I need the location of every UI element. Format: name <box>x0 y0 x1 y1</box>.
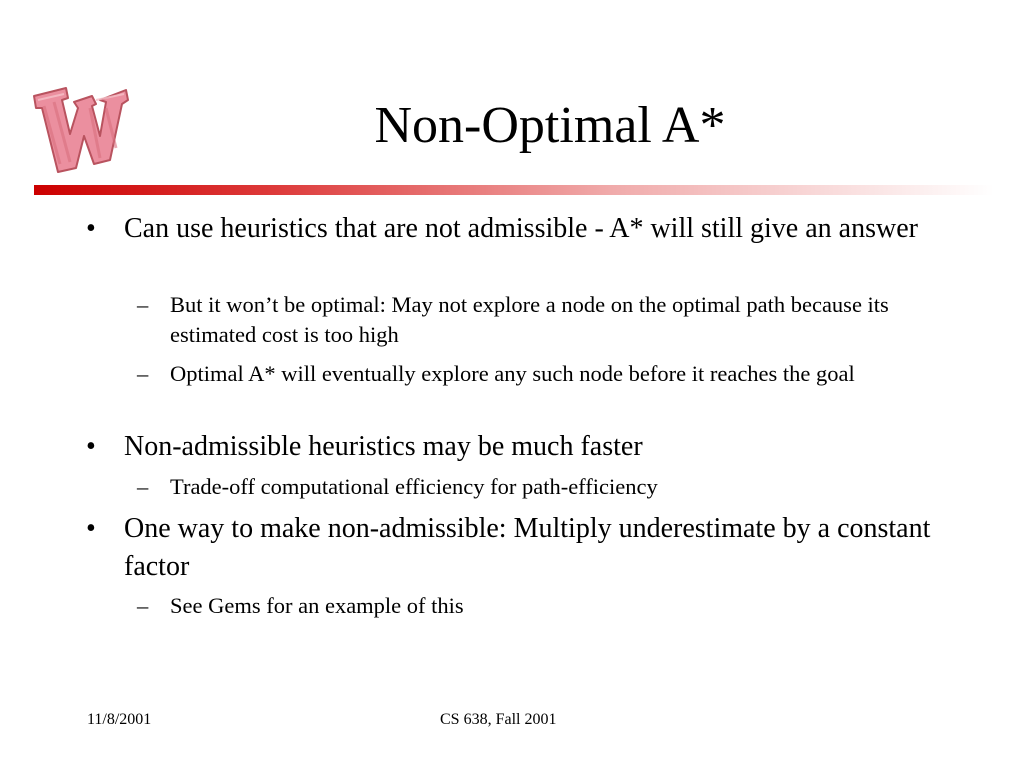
sub-bullet-text: See Gems for an example of this <box>170 593 464 618</box>
sub-bullet-text: Optimal A* will eventually explore any such node before it reaches the goal <box>170 361 855 386</box>
sub-bullet-marker: – <box>137 593 149 618</box>
slide-title: Non-Optimal A* <box>374 97 726 154</box>
sub-bullet-text: But it won’t be optimal: May not explore a node on the optimal path because its estimated cost is too high <box>170 292 889 347</box>
footer-date: 11/8/2001 <box>87 711 152 728</box>
footer-course: CS 638, Fall 2001 <box>440 711 557 728</box>
bullet-item <box>86 210 964 248</box>
sub-bullet-item <box>137 472 960 502</box>
bullet-marker: • <box>86 431 96 462</box>
sub-bullet-text: Trade-off computational efficiency for path-efficiency <box>170 474 658 499</box>
sub-bullet-item <box>137 290 960 350</box>
bullet-item <box>86 510 964 586</box>
bullet-text: Can use heuristics that are not admissible - A* will still give an answer <box>124 213 918 244</box>
sub-bullet-marker: – <box>137 292 149 317</box>
sub-bullet-item <box>137 359 960 389</box>
bullet-text: Non-admissible heuristics may be much faster <box>124 431 643 462</box>
bullet-marker: • <box>86 213 96 244</box>
bullet-item <box>86 428 964 466</box>
sub-bullet-marker: – <box>137 361 149 386</box>
bullet-text: One way to make non-admissible: Multiply underestimate by a constant factor <box>124 513 931 582</box>
sub-bullet-item <box>137 591 960 621</box>
sub-bullet-marker: – <box>137 474 149 499</box>
bullet-marker: • <box>86 513 96 544</box>
